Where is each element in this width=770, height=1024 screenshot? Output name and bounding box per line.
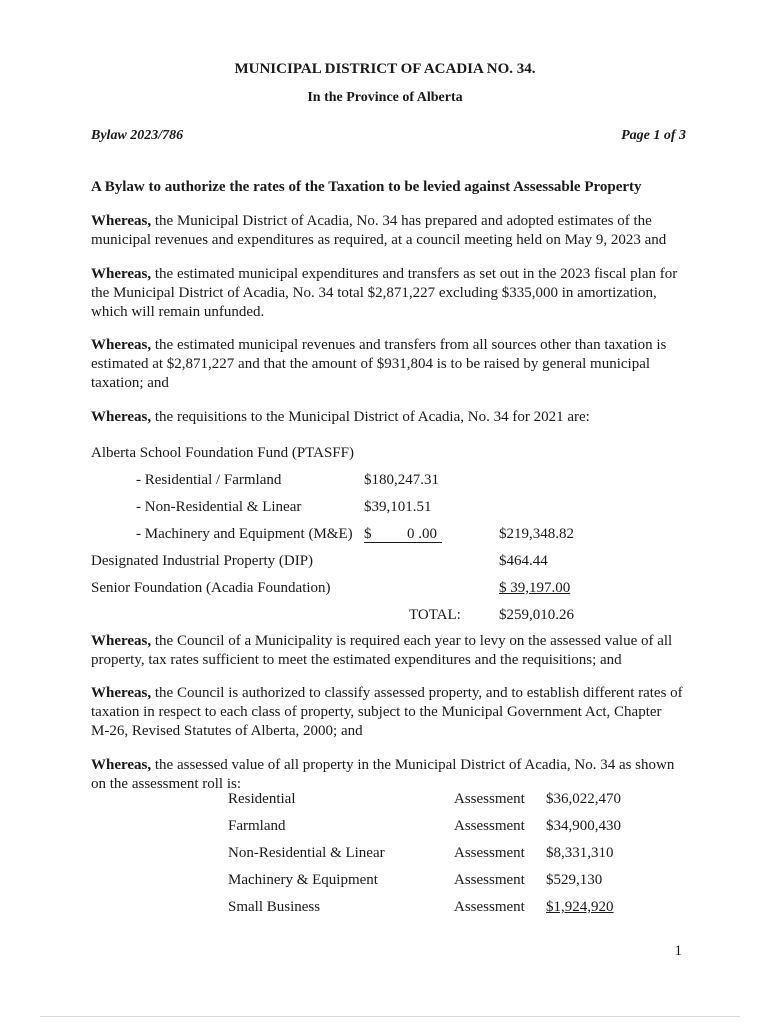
paragraph-text: municipal revenues and expenditures as required, at a council meeting held on May 9, 2023 and — [91, 232, 667, 248]
paragraph-text: taxation; and — [91, 375, 169, 391]
requisition-label: - Machinery and Equipment (M&E) — [136, 526, 353, 542]
paragraph-text: the estimated municipal expenditures and transfers as set out in the 2023 fiscal plan for — [151, 266, 678, 282]
dip-amount: $464.44 — [499, 553, 548, 569]
total-amount: $259,010.26 — [499, 607, 574, 623]
paragraph-text: on the assessment roll is: — [91, 776, 241, 792]
requisition-label: - Non-Residential & Linear — [136, 499, 302, 515]
bylaw-number: Bylaw 2023/786 — [91, 128, 184, 143]
senior-foundation-amount: $ 39,197.00 — [499, 580, 571, 596]
paragraph-text: property, tax rates sufficient to meet the estimated expenditures and the requisitions; and — [91, 652, 622, 668]
paragraph-text: the estimated municipal revenues and transfers from all sources other than taxation is — [151, 337, 667, 353]
whereas-lead: Whereas, — [91, 685, 152, 701]
requisition-subtotal: $219,348.82 — [499, 526, 574, 542]
page-label: Page 1 of 3 — [621, 128, 686, 143]
whereas-lead: Whereas, — [91, 266, 152, 282]
assessment-type: Assessment — [454, 818, 525, 834]
underline-rule — [364, 542, 442, 543]
assessment-type: Assessment — [454, 791, 525, 807]
assessment-class: Machinery & Equipment — [228, 872, 378, 888]
whereas-paragraph-6 — [91, 684, 691, 741]
assessment-value: $36,022,470 — [546, 791, 621, 807]
paragraph-text: the Council is authorized to classify assessed property, and to establish different rates of — [151, 685, 683, 701]
whereas-lead: Whereas, — [91, 633, 152, 649]
assessment-class: Residential — [228, 791, 296, 807]
paragraph-text: taxation in respect to each class of property, subject to the Municipal Government Act, Chapter — [91, 704, 662, 720]
paragraph-text: the Municipal District of Acadia, No. 34 total $2,871,227 excluding $335,000 in amortization, — [91, 285, 657, 301]
whereas-lead: Whereas, — [91, 337, 152, 353]
assessment-type: Assessment — [454, 899, 525, 915]
requisition-amount: $180,247.31 — [364, 472, 439, 488]
requisition-amount: $39,101.51 — [364, 499, 432, 515]
requisition-label: - Residential / Farmland — [136, 472, 282, 488]
paragraph-text: which will remain unfunded. — [91, 304, 265, 320]
assessment-class: Farmland — [228, 818, 286, 834]
paragraph-text: the assessed value of all property in the Municipal District of Acadia, No. 34 as shown — [151, 757, 675, 773]
dip-label: Designated Industrial Property (DIP) — [91, 553, 314, 569]
whereas-paragraph-7 — [91, 756, 691, 794]
assessment-value: $1,924,920 — [546, 899, 614, 915]
assessment-type: Assessment — [454, 872, 525, 888]
footer-rule — [40, 1016, 740, 1017]
fund-label: Alberta School Foundation Fund (PTASFF) — [91, 445, 354, 461]
assessment-value: $34,900,430 — [546, 818, 621, 834]
paragraph-text: the Council of a Municipality is required each year to levy on the assessed value of all — [151, 633, 673, 649]
page-number: 1 — [674, 943, 682, 959]
document-subtitle: In the Province of Alberta — [307, 90, 463, 105]
assessment-class: Non-Residential & Linear — [228, 845, 385, 861]
assessment-type: Assessment — [454, 845, 525, 861]
whereas-lead: Whereas, — [91, 757, 152, 773]
assessment-value: $8,331,310 — [546, 845, 614, 861]
paragraph-text: the requisitions to the Municipal District of Acadia, No. 34 for 2021 are: — [151, 409, 590, 425]
assessment-value: $529,130 — [546, 872, 603, 888]
whereas-paragraph-1 — [91, 212, 691, 250]
paragraph-text: estimated at $2,871,227 and that the amount of $931,804 is to be raised by general municipal — [91, 356, 651, 372]
paragraph-text: the Municipal District of Acadia, No. 34 has prepared and adopted estimates of the — [151, 213, 652, 229]
whereas-lead: Whereas, — [91, 409, 152, 425]
requisition-amount: 0 .00 — [407, 526, 437, 542]
assessment-class: Small Business — [228, 899, 321, 915]
paragraph-text: M-26, Revised Statutes of Alberta, 2000; and — [91, 723, 363, 739]
whereas-paragraph-5 — [91, 632, 691, 670]
total-label: TOTAL: — [409, 607, 461, 623]
whereas-paragraph-3 — [91, 336, 691, 393]
document-title: MUNICIPAL DISTRICT OF ACADIA NO. 34. — [234, 61, 536, 77]
requisition-amount-prefix: $ — [364, 526, 372, 542]
senior-foundation-label: Senior Foundation (Acadia Foundation) — [91, 580, 331, 596]
bylaw-heading: A Bylaw to authorize the rates of the Taxation to be levied against Assessable Property — [91, 179, 642, 195]
whereas-paragraph-2 — [91, 265, 691, 322]
whereas-paragraph-4 — [91, 408, 691, 427]
whereas-lead: Whereas, — [91, 213, 152, 229]
